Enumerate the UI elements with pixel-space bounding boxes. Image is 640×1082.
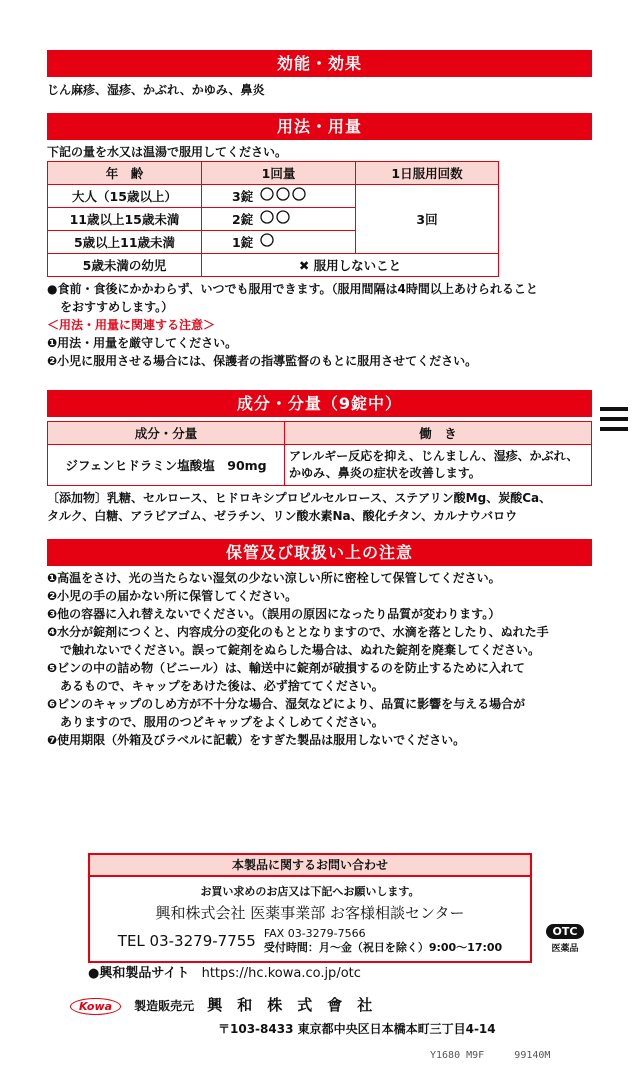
- contact-numbers: [90, 927, 530, 955]
- contact-box: [88, 853, 532, 963]
- dosage-caution-1: ❶用法・用量を厳守してください。: [47, 336, 238, 350]
- list-item: あるもので、キャップをあけた後は、必ず捨ててください。: [60, 679, 384, 693]
- list-item: ❻ビンのキャップのしめ方が不十分な場合、湿気などにより、品質に影響を与える場合が: [47, 697, 526, 711]
- otc-mark: [540, 920, 590, 954]
- dosage-caution-2: ❷小児に服用させる場合には、保護者の指導監督のもとに服用させてください。: [47, 354, 478, 368]
- list-item: ❹水分が錠剤につくと、内容成分の変化のもととなりますので、水滴を落としたり、ぬれた手: [47, 625, 549, 639]
- tablet-icon: [258, 189, 312, 204]
- header-age: 年 齢: [48, 162, 202, 185]
- contact-fax: FAX 03-3279-7566: [263, 927, 366, 940]
- otc-label: 医薬品: [551, 944, 579, 954]
- contact-fax-hours: [264, 927, 502, 955]
- ingredients-table: [47, 421, 592, 486]
- hamburger-icon[interactable]: [600, 407, 628, 437]
- dose-text: 2錠: [232, 212, 254, 227]
- under5-cell: [202, 254, 499, 277]
- maker-role: 製造販売元: [134, 999, 195, 1013]
- table-row: [48, 254, 499, 277]
- contact-tel[interactable]: TEL 03-3279-7755: [117, 932, 256, 950]
- under5-text: 服用しないこと: [313, 258, 402, 273]
- table-row: [48, 162, 499, 185]
- table-row: [48, 445, 592, 486]
- list-item: ❺ビンの中の詰め物（ビニール）は、輸送中に錠剤が破損するのを防止するために入れて: [47, 661, 525, 675]
- maker-address: 〒103-8433 東京都中央区日本橋本町三丁目4-14: [218, 1022, 496, 1036]
- site-line: [88, 962, 361, 981]
- age-cell: 5歳以上11歳未満: [48, 231, 202, 254]
- dose-text: 3錠: [232, 189, 254, 204]
- age-cell: 大人（15歳以上）: [48, 185, 202, 208]
- times-cell: 3回: [356, 185, 499, 254]
- maker-name: 興 和 株 式 會 社: [207, 996, 373, 1014]
- otc-badge: OTC: [546, 924, 585, 939]
- additives-line: 〔添加物〕乳糖、セルロース、ヒドロキシプロピルセルロース、ステアリン酸Mg、炭酸Ca、: [47, 491, 552, 505]
- dosage-note: ●食前・食後にかかわらず、いつでも服用できます。（服用間隔は4時間以上あけられること: [47, 282, 538, 296]
- cross-icon: ✖: [298, 258, 310, 273]
- dose-text: 1錠: [232, 235, 254, 250]
- ingredients-title: 成分・分量（9錠中）: [47, 390, 592, 417]
- list-item: で触れないでください。誤って錠剤をぬらした場合は、ぬれた錠剤を廃棄してください。: [60, 643, 541, 657]
- contact-company: 興和株式会社 医薬事業部 お客様相談センター: [155, 904, 465, 922]
- label-content: [47, 50, 592, 749]
- efficacy-text: じん麻疹、湿疹、かぶれ、かゆみ、鼻炎: [47, 83, 265, 97]
- ingredient-action: [285, 445, 592, 486]
- list-item: ❼使用期限（外箱及びラベルに記載）をすぎた製品は服用しないでください。: [47, 733, 466, 747]
- contact-ask: お買い求めのお店又は下記へお願いします。: [200, 885, 420, 898]
- tablet-icon: [258, 212, 296, 227]
- tablet-icon: [258, 235, 278, 250]
- dose-cell: [202, 231, 356, 254]
- header-ingredient: 成分・分量: [48, 422, 285, 445]
- list-item: ありますので、服用のつどキャップをよくしめてください。: [60, 715, 384, 729]
- dosage-caution-title: ＜用法・用量に関連する注意＞: [47, 318, 216, 332]
- action-line: アレルギー反応を抑え、じんましん、湿疹、かぶれ、: [289, 449, 579, 463]
- site-url-link[interactable]: https://hc.kowa.co.jp/otc: [201, 966, 361, 981]
- additives-line: タルク、白糖、アラビアゴム、ゼラチン、リン酸水素Na、酸化チタン、カルナウバロウ: [47, 509, 518, 523]
- dosage-note-cont: をおすすめします。）: [60, 300, 174, 314]
- efficacy-title: 効能・効果: [47, 50, 592, 77]
- contact-hours: 受付時間：月～金（祝日を除く）9:00～17:00: [263, 941, 503, 954]
- list-item: ❷小児の手の届かない所に保管してください。: [47, 589, 298, 603]
- code-right: 99140M: [514, 1050, 551, 1061]
- dose-cell: [202, 185, 356, 208]
- storage-list: [47, 569, 592, 749]
- dose-cell: [202, 208, 356, 231]
- table-row: [48, 185, 499, 208]
- header-dose: 1回量: [202, 162, 356, 185]
- code-left: Y1680 M9F: [430, 1050, 485, 1061]
- list-item: ❸他の容器に入れ替えないでください。（誤用の原因になったり品質が変わります。）: [47, 607, 501, 621]
- print-codes: [430, 1050, 550, 1061]
- storage-title: 保管及び取扱い上の注意: [47, 539, 592, 566]
- dosage-intro: 下記の量を水又は温湯で服用してください。: [47, 145, 288, 159]
- age-cell: 11歳以上15歳未満: [48, 208, 202, 231]
- header-action: 働 き: [285, 422, 592, 445]
- dosage-table: [47, 161, 499, 277]
- site-label: ●興和製品サイト: [88, 966, 190, 981]
- dosage-title: 用法・用量: [47, 113, 592, 140]
- contact-title: 本製品に関するお問い合わせ: [90, 855, 530, 877]
- maker-block: [70, 994, 372, 1015]
- list-item: ❶高温をさけ、光の当たらない湿気の少ない涼しい所に密栓して保管してください。: [47, 571, 501, 585]
- age-cell: 5歳未満の幼児: [48, 254, 202, 277]
- kowa-logo: Kowa: [70, 998, 121, 1015]
- header-times: 1日服用回数: [356, 162, 499, 185]
- table-row: [48, 422, 592, 445]
- action-line: かゆみ、鼻炎の症状を改善します。: [289, 466, 481, 480]
- ingredient-name: ジフェンヒドラミン塩酸塩 90mg: [48, 445, 285, 486]
